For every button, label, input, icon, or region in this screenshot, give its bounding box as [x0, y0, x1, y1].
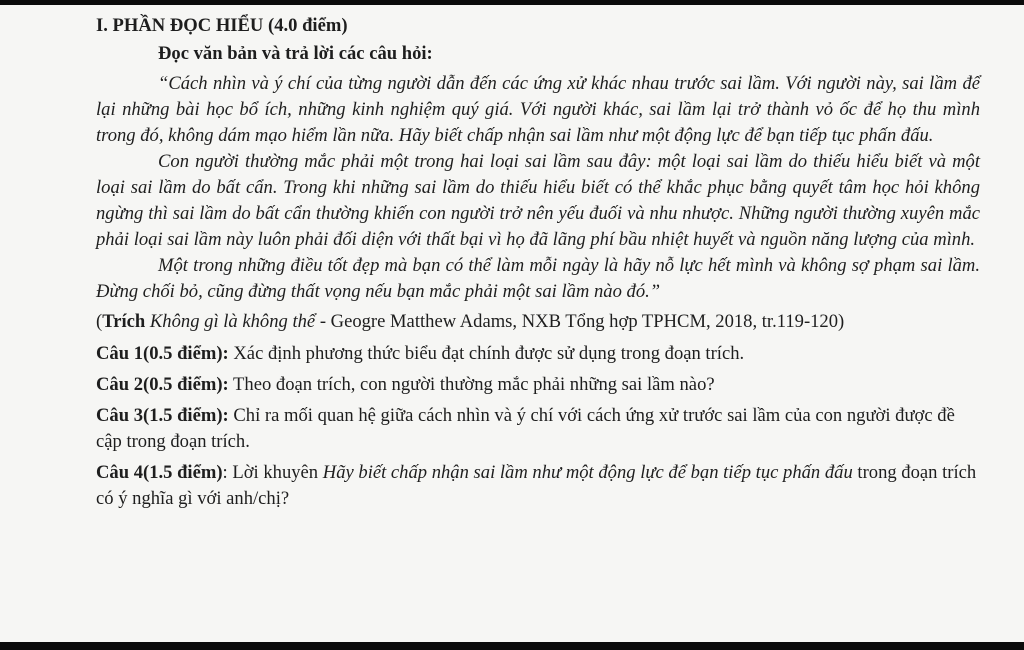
question-3: [96, 403, 980, 455]
source-open: (: [96, 311, 103, 332]
source-title: Không gì là không thể: [149, 311, 316, 332]
question-1: [96, 341, 980, 367]
question-text: Chỉ ra mối quan hệ giữa cách nhìn và ý chí với cách ứng xử trước sai lầm của con người được đề cập trong đoạn trích.: [96, 405, 955, 452]
question-label: Câu 4(1.5 điểm): [96, 462, 223, 483]
section-title: I. PHẦN ĐỌC HIỂU (4.0 điểm): [96, 15, 348, 36]
question-2: [96, 372, 980, 398]
question-text: Xác định phương thức biểu đạt chính được sử dụng trong đoạn trích.: [228, 343, 745, 364]
passage-paragraph-2: Con người thường mắc phải một trong hai loại sai lầm sau đây: một loại sai lầm do thiếu hiểu biết và một loại sai lầm do bất cẩn. Trong khi những sai lầm do thiếu hiểu biết có thể khắc phục bằng quyết tâm học hỏi không ngừng thì sai lầm do bất cẩn thường khiến con người trở nên yếu đuối và nhu nhược. Những người thường xuyên mắc phải loại sai lầm này luôn phải đối diện với thất bại vì họ đã lãng phí bầu nhiệt huyết và nguồn năng lượng của mình.: [96, 151, 980, 250]
source-rest: - Geogre Matthew Adams, NXB Tổng hợp TPHCM, 2018, tr.119-120): [315, 311, 845, 332]
passage-paragraph-1: “Cách nhìn và ý chí của từng người dẫn đến các ứng xử khác nhau trước sai lầm. Với người này, sai lầm để lại những bài học bổ ích, những kinh nghiệm quý giá. Với người khác, sai lầm lại trở thành vỏ ốc để họ thu mình trong đó, không dám mạo hiểm lần nữa. Hãy biết chấp nhận sai lầm như một động lực để bạn tiếp tục phấn đấu.: [96, 73, 980, 146]
question-text: : Lời khuyên: [222, 462, 323, 483]
question-text: Theo đoạn trích, con người thường mắc phải những sai lầm nào?: [228, 374, 715, 395]
exam-page: [0, 5, 1024, 642]
question-label: Câu 3(1.5 điểm):: [96, 405, 229, 426]
question-4: [96, 460, 980, 512]
instruction: Đọc văn bản và trả lời các câu hỏi:: [158, 43, 433, 64]
question-label: Câu 1(0.5 điểm):: [96, 343, 229, 364]
source-citation: [96, 309, 980, 335]
question-text: trong đoạn trích có ý nghĩa gì với anh/chị?: [96, 462, 977, 509]
question-label: Câu 2(0.5 điểm):: [96, 374, 229, 395]
question-quote: Hãy biết chấp nhận sai lầm như một động lực để bạn tiếp tục phấn đấu: [322, 462, 853, 483]
passage-paragraph-3: Một trong những điều tốt đẹp mà bạn có thể làm mỗi ngày là hãy nỗ lực hết mình và không sợ phạm sai lầm. Đừng chối bỏ, cũng đừng thất vọng nếu bạn mắc phải một sai lầm nào đó.”: [96, 255, 980, 302]
source-prefix: Trích: [102, 311, 146, 332]
